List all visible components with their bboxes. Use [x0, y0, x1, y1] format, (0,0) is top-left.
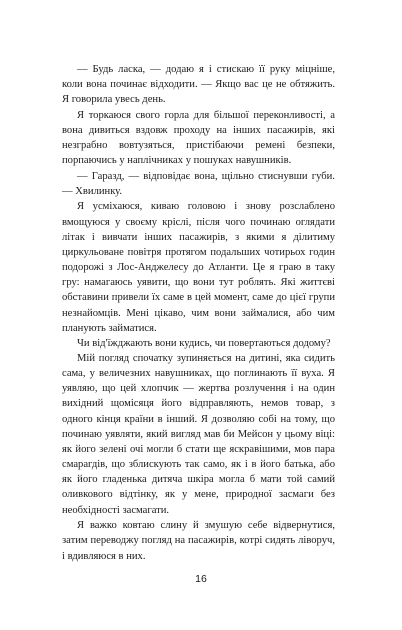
- paragraph-7: Я важко ковтаю слину й змушую себе відвернутися, затим переводжу погляд на пасажирів, котрі сидять ліворуч, і вдивляюся в них.: [62, 520, 335, 562]
- paragraph-6: Мій погляд спочатку зупиняється на дитині, яка сидить сама, у величезних навушниках, що поглинають її вуха. Я уявляю, що цей хлопчик — жертва розлучення і на один вихідний щомісяця його відправляють, немов товар, з одного кінця країни в інший. Я дозволяю собі на тому, що починаю уявляти, який вигляд мав би Мейсон у цьому віці: як його зелені очі могли б стати ще яскравішими, мов пара смарагдів, що зблискують так само, як і в його батька, або як його гладенька дитяча шкіра могла б мати той самий оливкового відтінку, як у мене, природної засмаги без необхідності засмагати.: [62, 352, 335, 516]
- paragraph-5: Чи від'їжджають вони кудись, чи повертаються додому?: [77, 337, 331, 349]
- paragraph-2: Я торкаюся свого горла для більшої переконливості, а вона дивиться вздовж проходу на інших пасажирів, які незграбно вовтузяться, пристібаючи ремені безпеки, порпаючись у наплічниках у пошуках навушників.: [62, 109, 335, 167]
- paragraph-1: — Будь ласка, — додаю я і стискаю її руку міцніше, коли вона починає відходити. — Якщо вас це не обтяжить. Я говорила увесь день.: [62, 64, 335, 106]
- paragraph-4: Я усміхаюся, киваю головою і знову розслаблено вмощуюся у своєму кріслі, після чого починаю оглядати літак і вивчати інших пасажирів, з якими я ділитиму циркульоване повітря протягом подальших чотирьох годин подорожі з Лос-Анджелесу до Атланти. Це я граю в таку гру: намагаюсь уявити, що вони тут роблять. Які життєві обставини привели їх саме в цей момент, саме до цієї групи незнайомців. Мені цікаво, чим вони займалися, або чим планують займатися.: [62, 201, 335, 334]
- body-text: [62, 62, 335, 564]
- paragraph-3: — Гаразд, — відповідає вона, щільно стиснувши губи. — Хвилинку.: [62, 170, 335, 197]
- page-number: 16: [195, 573, 207, 585]
